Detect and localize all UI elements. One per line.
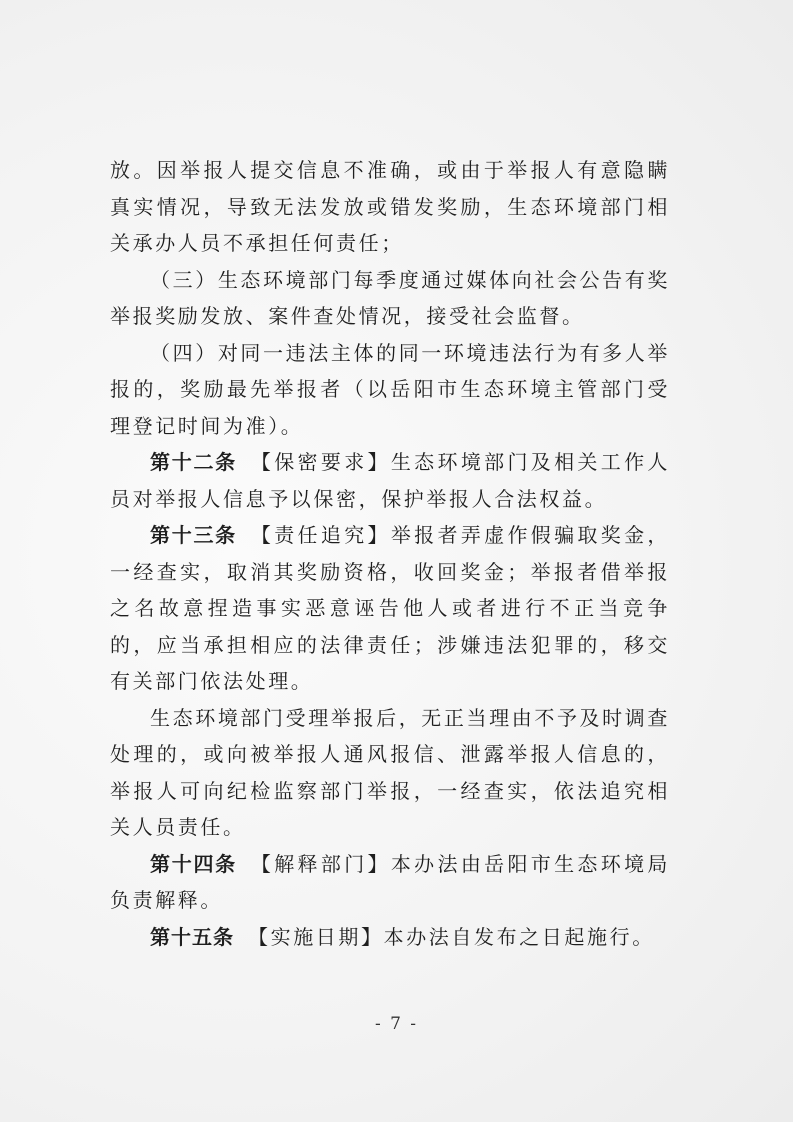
paragraph-item-three bbox=[110, 262, 670, 335]
article-heading: 第十二条 bbox=[150, 450, 237, 474]
paragraph-item-four bbox=[110, 335, 670, 445]
paragraph-text: （三）生态环境部门每季度通过媒体向社会公告有奖举报奖励发放、案件查处情况，接受社会监督。 bbox=[110, 267, 670, 328]
article-heading: 第十五条 bbox=[150, 924, 234, 949]
paragraph-text: 【责任追究】举报者弄虚作假骗取奖金，一经查实，取消其奖励资格，收回奖金；举报者借举报之名故意捏造事实恶意诬告他人或者进行不正当竞争的，应当承担相应的法律责任；涉嫌违法犯罪的，移交有关部门依法处理。 bbox=[110, 523, 671, 693]
page-number: - 7 - bbox=[374, 1014, 419, 1034]
article-12 bbox=[110, 444, 670, 517]
paragraph-text: （四）对同一违法主体的同一环境违法行为有多人举报的，奖励最先举报者（以岳阳市生态环境主管部门受理登记时间为准）。 bbox=[110, 340, 670, 438]
paragraph-text: 【保密要求】生态环境部门及相关工作人员对举报人信息予以保密，保护举报人合法权益。 bbox=[110, 450, 671, 511]
paragraph-text: 【解释部门】本办法由岳阳市生态环境局负责解释。 bbox=[110, 851, 671, 912]
paragraph-text: 生态环境部门受理举报后，无正当理由不予及时调查处理的，或向被举报人通风报信、泄露举报人信息的，举报人可向纪检监察部门举报，一经查实，依法追究相关人员责任。 bbox=[110, 705, 670, 839]
document-body bbox=[110, 152, 670, 955]
article-13 bbox=[110, 517, 670, 700]
paragraph-text: 【实施日期】本办法自发布之日起施行。 bbox=[248, 924, 655, 949]
paragraph-continuation bbox=[110, 152, 670, 262]
article-14 bbox=[110, 846, 670, 919]
article-heading: 第十三条 bbox=[150, 523, 237, 547]
paragraph-text: 放。因举报人提交信息不准确，或由于举报人有意隐瞒真实情况，导致无法发放或错发奖励，生态环境部门相关承办人员不承担任何责任； bbox=[110, 158, 670, 255]
article-13-continued bbox=[110, 700, 670, 846]
article-15 bbox=[110, 919, 670, 956]
article-heading: 第十四条 bbox=[150, 851, 237, 876]
